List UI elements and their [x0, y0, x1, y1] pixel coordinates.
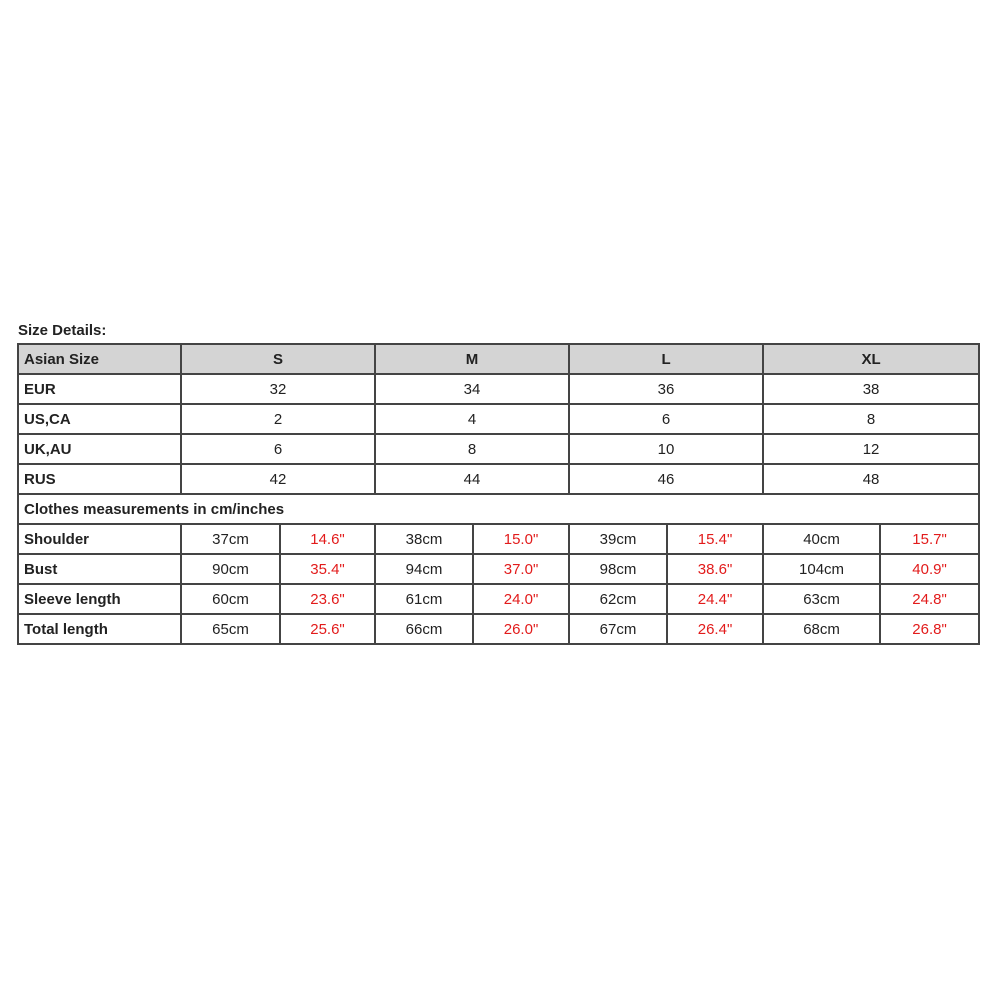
size-value: 46 [569, 464, 763, 494]
inch-value: 26.8" [880, 614, 979, 644]
cm-value: 98cm [569, 554, 667, 584]
size-value: 42 [181, 464, 375, 494]
inch-value: 15.4" [667, 524, 763, 554]
inch-value: 38.6" [667, 554, 763, 584]
size-header-l: L [569, 344, 763, 374]
measurement-row [18, 524, 979, 554]
inch-value: 24.0" [473, 584, 569, 614]
inch-value: 35.4" [280, 554, 375, 584]
header-label: Asian Size [18, 344, 181, 374]
measurement-row [18, 584, 979, 614]
inch-value: 26.0" [473, 614, 569, 644]
cm-value: 40cm [763, 524, 880, 554]
inch-value: 26.4" [667, 614, 763, 644]
inch-value: 15.7" [880, 524, 979, 554]
conversion-row [18, 434, 979, 464]
conversion-row [18, 404, 979, 434]
size-header-xl: XL [763, 344, 979, 374]
size-value: 34 [375, 374, 569, 404]
size-header-m: M [375, 344, 569, 374]
cm-value: 60cm [181, 584, 280, 614]
cm-value: 62cm [569, 584, 667, 614]
row-label: US,CA [18, 404, 181, 434]
row-label: Shoulder [18, 524, 181, 554]
conversion-row [18, 464, 979, 494]
cm-value: 65cm [181, 614, 280, 644]
cm-value: 66cm [375, 614, 473, 644]
size-value: 48 [763, 464, 979, 494]
size-value: 10 [569, 434, 763, 464]
size-value: 44 [375, 464, 569, 494]
size-header-s: S [181, 344, 375, 374]
size-value: 6 [569, 404, 763, 434]
cm-value: 104cm [763, 554, 880, 584]
row-label: RUS [18, 464, 181, 494]
cm-value: 68cm [763, 614, 880, 644]
inch-value: 14.6" [280, 524, 375, 554]
row-label: UK,AU [18, 434, 181, 464]
row-label: EUR [18, 374, 181, 404]
size-details-title: Size Details: [18, 322, 107, 339]
size-value: 12 [763, 434, 979, 464]
size-value: 8 [763, 404, 979, 434]
size-value: 2 [181, 404, 375, 434]
conversion-row [18, 374, 979, 404]
inch-value: 23.6" [280, 584, 375, 614]
cm-value: 61cm [375, 584, 473, 614]
cm-value: 38cm [375, 524, 473, 554]
inch-value: 24.4" [667, 584, 763, 614]
cm-value: 37cm [181, 524, 280, 554]
inch-value: 37.0" [473, 554, 569, 584]
cm-value: 63cm [763, 584, 880, 614]
measurement-row [18, 554, 979, 584]
size-value: 32 [181, 374, 375, 404]
size-chart-table [17, 343, 980, 645]
measurements-section-row [18, 494, 979, 524]
header-row [18, 344, 979, 374]
cm-value: 67cm [569, 614, 667, 644]
size-value: 38 [763, 374, 979, 404]
row-label: Sleeve length [18, 584, 181, 614]
inch-value: 25.6" [280, 614, 375, 644]
size-value: 4 [375, 404, 569, 434]
row-label: Bust [18, 554, 181, 584]
cm-value: 90cm [181, 554, 280, 584]
measurements-title: Clothes measurements in cm/inches [18, 494, 979, 524]
cm-value: 39cm [569, 524, 667, 554]
inch-value: 24.8" [880, 584, 979, 614]
size-value: 6 [181, 434, 375, 464]
cm-value: 94cm [375, 554, 473, 584]
size-value: 36 [569, 374, 763, 404]
inch-value: 40.9" [880, 554, 979, 584]
size-value: 8 [375, 434, 569, 464]
row-label: Total length [18, 614, 181, 644]
measurement-row [18, 614, 979, 644]
inch-value: 15.0" [473, 524, 569, 554]
